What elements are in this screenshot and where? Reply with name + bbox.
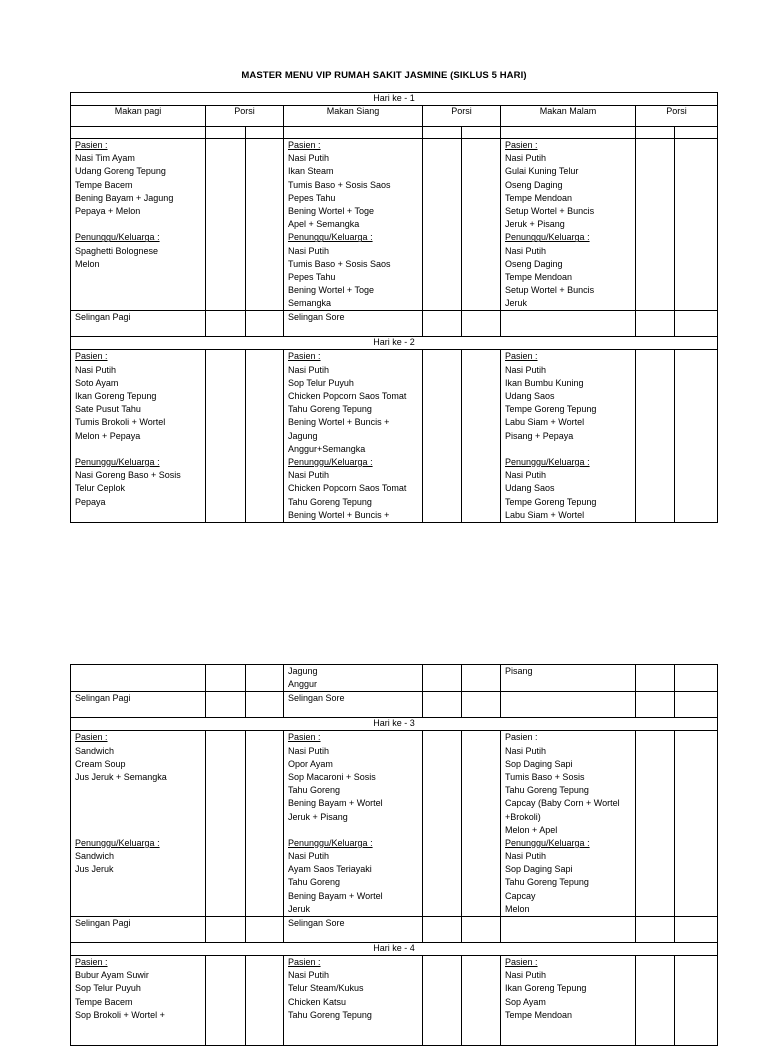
menu-item: Sop Telur Puyuh — [75, 983, 141, 994]
selingan-pagi — [71, 692, 206, 718]
menu-item: Sandwich — [75, 745, 115, 756]
penunggu-label: Penunggu/Keluarga : — [505, 456, 590, 467]
menu-item: Chicken Popcorn Saos Tomat — [288, 483, 407, 494]
day3-malam-cell — [501, 731, 636, 917]
menu-item: Pisang + Pepaya — [505, 430, 574, 441]
menu-item: Nasi Putih — [288, 851, 330, 862]
porsi-cell — [206, 665, 246, 692]
menu-item: Jus Jeruk — [75, 864, 114, 875]
selingan-sore-label: Selingan Sore — [288, 693, 345, 704]
menu-item: Jeruk + Pisang — [288, 811, 348, 822]
menu-item: Bening Bayam + Wortel — [288, 798, 383, 809]
menu-item: Nasi Putih — [288, 970, 330, 981]
selingan-pagi — [71, 311, 206, 337]
menu-item: Nasi Tim Ayam — [75, 153, 135, 164]
porsi-cell — [206, 139, 246, 311]
menu-item: Jeruk — [288, 903, 311, 914]
menu-item: Bening Bayam + Jagung — [75, 192, 174, 203]
menu-item: Melon — [505, 903, 530, 914]
menu-table-1 — [70, 92, 718, 523]
porsi-cell — [462, 665, 501, 692]
menu-item: Chicken Popcorn Saos Tomat — [288, 391, 407, 401]
pasien-label: Pasien : — [505, 732, 538, 743]
day2-pagi-cell — [71, 350, 206, 522]
selingan-pagi-label: Selingan Pagi — [75, 312, 131, 323]
pasien-label: Pasien : — [288, 732, 321, 743]
day-3-header: Hari ke - 3 — [71, 718, 718, 731]
menu-item: Tahu Goreng Tepung — [288, 496, 372, 507]
menu-item: Nasi Putih — [288, 153, 330, 164]
menu-item: Tahu Goreng Tepung — [288, 1009, 372, 1020]
porsi-cell — [636, 917, 675, 943]
porsi-cell — [206, 956, 246, 1046]
day-2-header: Hari ke - 2 — [71, 337, 718, 350]
day2-malam-cell — [501, 350, 636, 522]
menu-item: Ikan Bumbu Kuning — [505, 377, 584, 388]
porsi-cell — [675, 692, 718, 718]
menu-item: Nasi Putih — [505, 364, 547, 375]
menu-item: Tempe Goreng Tepung — [505, 404, 597, 415]
menu-item: Bening Bayam + Wortel — [288, 890, 383, 901]
porsi-cell — [636, 350, 675, 522]
selingan-pagi-label: Selingan Pagi — [75, 918, 131, 928]
menu-item: Ikan Steam — [288, 166, 334, 177]
porsi-cell — [636, 665, 675, 692]
menu-item: Semangka — [288, 298, 332, 309]
pasien-label: Pasien : — [75, 957, 108, 967]
menu-item: Melon + Apel — [505, 824, 558, 835]
menu-item: Anggur — [288, 679, 318, 690]
menu-item: Jagung — [288, 430, 318, 441]
menu-item: Tempe Goreng Tepung — [505, 496, 597, 507]
pasien-label: Pasien : — [288, 957, 321, 967]
menu-item: Bubur Ayam Suwir — [75, 970, 149, 981]
empty-cell — [501, 127, 636, 139]
menu-item: Melon + Pepaya — [75, 430, 141, 441]
menu-item: Sop Daging Sapi — [505, 758, 573, 769]
porsi-cell — [206, 917, 246, 943]
menu-item: Oseng Daging — [505, 258, 563, 269]
selingan-pagi — [71, 917, 206, 943]
porsi-cell — [423, 692, 462, 718]
menu-item: Tahu Goreng Tepung — [505, 785, 589, 796]
menu-item: Tahu Goreng Tepung — [288, 404, 372, 415]
pasien-label: Pasien : — [505, 957, 538, 967]
menu-item: Capcay — [505, 890, 536, 901]
menu-item: Pepes Tahu — [288, 192, 336, 203]
menu-item: Nasi Putih — [505, 153, 547, 164]
menu-item: Jeruk + Pisang — [505, 219, 565, 230]
penunggu-label: Penunggu/Keluarga : — [505, 837, 590, 848]
menu-item: Tahu Goreng Tepung — [505, 877, 589, 888]
empty-cell — [675, 127, 718, 139]
menu-item: Tumis Baso + Sosis Saos — [288, 258, 391, 269]
porsi-cell — [462, 956, 501, 1046]
menu-item: Chicken Katsu — [288, 996, 347, 1007]
menu-item: Tempe Mendoan — [505, 192, 573, 203]
porsi-cell — [636, 692, 675, 718]
day4-malam-cell — [501, 956, 636, 1046]
menu-item: Setup Wortel + Buncis — [505, 285, 595, 296]
day2-siang-cell — [284, 350, 423, 522]
menu-item: Ikan Goreng Tepung — [505, 983, 587, 994]
menu-item: +Brokoli) — [505, 811, 541, 822]
menu-item: Bening Wortel + Buncis + — [288, 509, 390, 520]
porsi-cell — [423, 731, 462, 917]
menu-item: Nasi Putih — [288, 364, 330, 375]
menu-item: Pisang — [505, 666, 533, 676]
menu-item: Sop Daging Sapi — [505, 864, 573, 875]
menu-item: Sop Macaroni + Sosis — [288, 771, 376, 782]
porsi-cell — [206, 350, 246, 522]
day4-pagi-cell — [71, 956, 206, 1046]
menu-item: Nasi Putih — [288, 745, 330, 756]
empty-cell — [636, 127, 675, 139]
day2-siang-cont-cell — [284, 665, 423, 692]
menu-item: Sop Telur Puyuh — [288, 377, 354, 388]
porsi-cell — [462, 917, 501, 943]
porsi-cell — [675, 917, 718, 943]
porsi-cell — [636, 956, 675, 1046]
selingan-pagi-label: Selingan Pagi — [75, 693, 131, 704]
porsi-cell — [675, 139, 718, 311]
empty-cell — [71, 665, 206, 692]
porsi-cell — [462, 731, 501, 917]
porsi-cell — [423, 917, 462, 943]
porsi-cell — [636, 731, 675, 917]
menu-item: Nasi Putih — [505, 851, 547, 862]
selingan-sore-label: Selingan Sore — [288, 918, 345, 928]
menu-item: Jeruk — [505, 298, 528, 309]
menu-item: Pepes Tahu — [288, 271, 336, 282]
porsi-cell — [675, 731, 718, 917]
menu-item: Labu Siam + Wortel — [505, 417, 585, 428]
menu-item: Spaghetti Bolognese — [75, 245, 159, 256]
menu-item: Melon — [75, 258, 100, 269]
porsi-cell — [206, 311, 246, 337]
pasien-label: Pasien : — [505, 351, 538, 362]
porsi-cell — [206, 692, 246, 718]
menu-item: Sandwich — [75, 851, 115, 862]
menu-item: Tumis Baso + Sosis Saos — [288, 179, 391, 190]
menu-item: Tempe Mendoan — [505, 271, 573, 282]
penunggu-label: Penunggu/Keluarga : — [288, 837, 373, 848]
col-makan-malam: Makan Malam — [501, 106, 636, 127]
porsi-cell — [462, 139, 501, 311]
day3-pagi-cell — [71, 731, 206, 917]
selingan-sore — [284, 917, 423, 943]
porsi-cell — [462, 692, 501, 718]
menu-item: Jagung — [288, 666, 318, 676]
penunggu-label: Penunggu/Keluarga : — [288, 232, 373, 243]
menu-item: Udang Goreng Tepung — [75, 166, 166, 177]
selingan-sore-label: Selingan Sore — [288, 312, 345, 323]
col-porsi: Porsi — [423, 106, 501, 127]
menu-item: Capcay (Baby Corn + Wortel — [505, 798, 620, 809]
menu-item: Tumis Baso + Sosis — [505, 771, 585, 782]
pasien-label: Pasien : — [75, 140, 108, 150]
empty-cell — [501, 692, 636, 718]
day1-siang-cell — [284, 139, 423, 311]
porsi-cell — [246, 956, 284, 1046]
porsi-cell — [246, 692, 284, 718]
pasien-label: Pasien : — [288, 351, 321, 362]
menu-item: Pepaya — [75, 496, 106, 507]
porsi-cell — [246, 917, 284, 943]
menu-item: Udang Saos — [505, 391, 555, 401]
menu-item: Setup Wortel + Buncis — [505, 205, 595, 216]
day3-siang-cell — [284, 731, 423, 917]
penunggu-label: Penunggu/Keluarga : — [288, 456, 373, 467]
porsi-cell — [675, 956, 718, 1046]
pasien-label: Pasien : — [505, 140, 538, 150]
porsi-cell — [462, 350, 501, 522]
menu-item: Bening Wortel + Buncis + — [288, 417, 390, 428]
porsi-cell — [246, 731, 284, 917]
day4-siang-cell — [284, 956, 423, 1046]
empty-cell — [462, 127, 501, 139]
porsi-cell — [636, 139, 675, 311]
menu-item: Telur Ceplok — [75, 483, 126, 494]
day-4-header: Hari ke - 4 — [71, 943, 718, 956]
menu-item: Tahu Goreng — [288, 877, 341, 888]
menu-item: Nasi Putih — [288, 245, 330, 256]
col-porsi: Porsi — [206, 106, 284, 127]
menu-item: Nasi Putih — [505, 970, 547, 981]
menu-item: Tempe Bacem — [75, 996, 133, 1007]
porsi-cell — [675, 665, 718, 692]
menu-item: Soto Ayam — [75, 377, 119, 388]
menu-item: Labu Siam + Wortel — [505, 509, 585, 520]
pasien-label: Pasien : — [288, 140, 321, 150]
porsi-cell — [246, 665, 284, 692]
menu-item: Bening Wortel + Toge — [288, 205, 374, 216]
porsi-cell — [206, 731, 246, 917]
menu-item: Tempe Mendoan — [505, 1009, 573, 1020]
empty-cell — [501, 311, 636, 337]
menu-item: Apel + Semangka — [288, 219, 360, 230]
empty-cell — [284, 127, 423, 139]
porsi-cell — [423, 311, 462, 337]
empty-cell — [501, 917, 636, 943]
day1-pagi-cell — [71, 139, 206, 311]
menu-item: Ayam Saos Teriayaki — [288, 864, 372, 875]
penunggu-label: Penunggu/Keluarga : — [75, 232, 160, 243]
day1-malam-cell — [501, 139, 636, 311]
menu-item: Tempe Bacem — [75, 179, 133, 190]
empty-cell — [71, 127, 206, 139]
menu-item: Bening Wortel + Toge — [288, 285, 374, 296]
porsi-cell — [462, 311, 501, 337]
penunggu-label: Penunggu/Keluarga : — [505, 232, 590, 243]
menu-item: Ikan Goreng Tepung — [75, 391, 157, 401]
porsi-cell — [675, 350, 718, 522]
empty-cell — [423, 127, 462, 139]
menu-table-2 — [70, 664, 718, 1046]
menu-item: Oseng Daging — [505, 179, 563, 190]
menu-item: Pepaya + Melon — [75, 205, 141, 216]
selingan-sore — [284, 311, 423, 337]
porsi-cell — [423, 139, 462, 311]
porsi-cell — [423, 956, 462, 1046]
day-1-header: Hari ke - 1 — [71, 93, 718, 106]
penunggu-label: Penunggu/Keluarga : — [75, 456, 160, 467]
porsi-cell — [423, 665, 462, 692]
col-porsi: Porsi — [636, 106, 718, 127]
selingan-sore — [284, 692, 423, 718]
porsi-cell — [246, 350, 284, 522]
porsi-cell — [636, 311, 675, 337]
day2-malam-cont-cell — [501, 665, 636, 692]
pasien-label: Pasien : — [75, 732, 108, 743]
menu-item: Sate Pusut Tahu — [75, 404, 141, 415]
menu-item: Nasi Putih — [505, 470, 547, 481]
menu-item: Tahu Goreng — [288, 785, 341, 796]
menu-item: Nasi Goreng Baso + Sosis — [75, 470, 181, 481]
pasien-label: Pasien : — [75, 351, 108, 362]
porsi-cell — [246, 311, 284, 337]
penunggu-label: Penunggu/Keluarga : — [75, 837, 160, 848]
col-makan-pagi: Makan pagi — [71, 106, 206, 127]
menu-item: Sop Brokoli + Wortel + — [75, 1009, 165, 1020]
menu-item: Nasi Putih — [505, 745, 547, 756]
col-makan-siang: Makan Siang — [284, 106, 423, 127]
menu-item: Anggur+Semangka — [288, 443, 366, 454]
porsi-cell — [675, 311, 718, 337]
menu-item: Cream Soup — [75, 758, 126, 769]
menu-item: Nasi Putih — [505, 245, 547, 256]
empty-cell — [246, 127, 284, 139]
empty-cell — [206, 127, 246, 139]
porsi-cell — [246, 139, 284, 311]
page-title: MASTER MENU VIP RUMAH SAKIT JASMINE (SIKLUS 5 HARI) — [241, 70, 527, 81]
menu-item: Opor Ayam — [288, 758, 333, 769]
menu-item: Tumis Brokoli + Wortel — [75, 417, 166, 428]
porsi-cell — [423, 350, 462, 522]
menu-item: Telur Steam/Kukus — [288, 983, 364, 994]
menu-item: Sop Ayam — [505, 996, 546, 1007]
menu-item: Gulai Kuning Telur — [505, 166, 579, 177]
menu-item: Nasi Putih — [288, 470, 330, 481]
menu-item: Jus Jeruk + Semangka — [75, 771, 167, 782]
menu-item: Udang Saos — [505, 483, 555, 494]
menu-item: Nasi Putih — [75, 364, 117, 375]
